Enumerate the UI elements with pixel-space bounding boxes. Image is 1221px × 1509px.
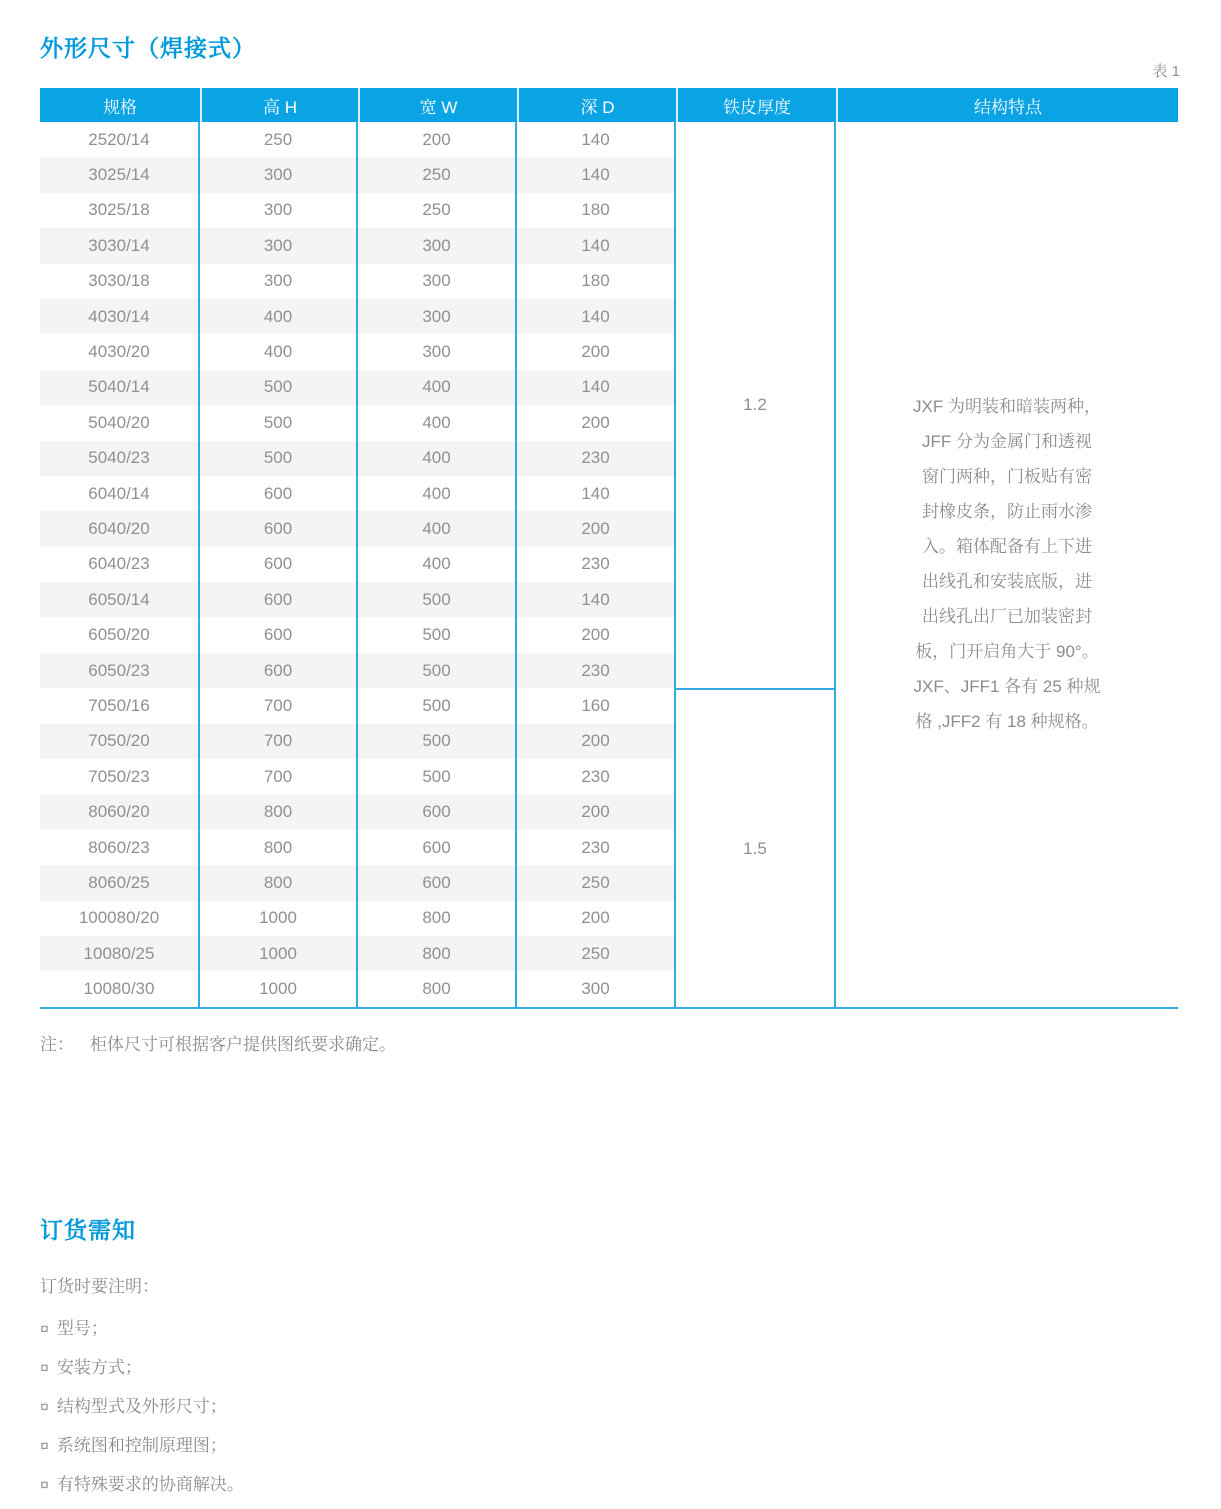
features-line: 出线孔和安装底版，进 — [922, 572, 1092, 592]
value-cell: 230 — [517, 547, 676, 582]
order-item-text: 有特殊要求的协商解决。 — [56, 1475, 244, 1494]
value-cell: 600 — [200, 547, 358, 582]
spec-cell: 2520/14 — [40, 122, 200, 157]
value-cell: 500 — [358, 724, 517, 759]
value-cell: 200 — [517, 617, 676, 652]
order-intro: 订货时要注明： — [40, 1277, 159, 1296]
column-header-1: 规格 — [40, 88, 200, 122]
section-title-dimensions: 外形尺寸（焊接式） — [40, 35, 256, 61]
bullet-icon: ¤ — [40, 1438, 49, 1455]
value-cell: 600 — [358, 830, 517, 865]
spec-cell: 10080/30 — [40, 971, 200, 1006]
value-cell: 250 — [517, 936, 676, 971]
spec-cell: 3025/18 — [40, 193, 200, 228]
value-cell: 300 — [200, 228, 358, 263]
spec-cell: 7050/23 — [40, 759, 200, 794]
spec-cell: 5040/20 — [40, 405, 200, 440]
column-header-2: 高 H — [200, 88, 358, 122]
spec-cell: 5040/14 — [40, 370, 200, 405]
order-item-text: 系统图和控制原理图； — [56, 1436, 227, 1455]
features-line: 入。箱体配备有上下进 — [922, 537, 1092, 557]
spec-cell: 100080/20 — [40, 901, 200, 936]
value-cell: 600 — [200, 582, 358, 617]
value-cell: 300 — [358, 334, 517, 369]
spec-cell: 8060/25 — [40, 865, 200, 900]
spec-cell: 6050/14 — [40, 582, 200, 617]
spec-cell: 6040/14 — [40, 476, 200, 511]
spec-cell: 6040/23 — [40, 547, 200, 582]
column-header-6: 结构特点 — [836, 88, 1178, 122]
order-item — [40, 1474, 1180, 1496]
value-cell: 140 — [517, 370, 676, 405]
table-row — [40, 122, 1178, 157]
value-cell: 500 — [358, 759, 517, 794]
value-cell: 200 — [517, 511, 676, 546]
value-cell: 700 — [200, 724, 358, 759]
spec-cell: 6050/23 — [40, 653, 200, 688]
section-title-order: 订货需知 — [40, 1217, 136, 1243]
bullet-icon: ¤ — [40, 1321, 49, 1338]
value-cell: 200 — [517, 405, 676, 440]
spec-cell: 5040/23 — [40, 441, 200, 476]
value-cell: 800 — [200, 830, 358, 865]
value-cell: 250 — [358, 157, 517, 192]
value-cell: 200 — [517, 724, 676, 759]
spec-cell: 10080/25 — [40, 936, 200, 971]
features-line: 格 ,JFF2 有 18 种规格。 — [915, 712, 1099, 732]
value-cell: 140 — [517, 476, 676, 511]
order-item — [40, 1435, 1180, 1457]
column-header-5: 铁皮厚度 — [676, 88, 836, 122]
value-cell: 1000 — [200, 971, 358, 1006]
features-line: 出线孔出厂已加装密封 — [922, 607, 1092, 627]
features-cell — [836, 122, 1178, 1007]
thickness-cell: 1.2 — [676, 122, 836, 688]
value-cell: 600 — [200, 617, 358, 652]
value-cell: 500 — [200, 405, 358, 440]
spec-cell: 3025/14 — [40, 157, 200, 192]
features-line: 板，门开启角大于 90°。 — [915, 642, 1099, 662]
value-cell: 300 — [358, 228, 517, 263]
value-cell: 400 — [200, 334, 358, 369]
bullet-icon: ¤ — [40, 1477, 49, 1494]
value-cell: 300 — [200, 264, 358, 299]
table-head — [40, 88, 1178, 122]
dimensions-table — [40, 88, 1178, 1009]
value-cell: 500 — [358, 688, 517, 723]
value-cell: 230 — [517, 759, 676, 794]
value-cell: 500 — [200, 441, 358, 476]
value-cell: 1000 — [200, 901, 358, 936]
spec-cell: 6040/20 — [40, 511, 200, 546]
value-cell: 140 — [517, 122, 676, 157]
value-cell: 140 — [517, 582, 676, 617]
bullet-icon: ¤ — [40, 1399, 49, 1416]
value-cell: 250 — [200, 122, 358, 157]
thickness-cell: 1.5 — [676, 688, 836, 1007]
value-cell: 800 — [358, 971, 517, 1006]
spec-cell: 4030/14 — [40, 299, 200, 334]
value-cell: 800 — [358, 936, 517, 971]
column-header-4: 深 D — [517, 88, 676, 122]
value-cell: 800 — [200, 865, 358, 900]
value-cell: 500 — [358, 617, 517, 652]
value-cell: 400 — [358, 441, 517, 476]
value-cell: 300 — [200, 193, 358, 228]
features-line: JFF 分为金属门和透视 — [922, 432, 1092, 452]
order-item — [40, 1396, 1180, 1418]
value-cell: 200 — [517, 901, 676, 936]
value-cell: 140 — [517, 299, 676, 334]
value-cell: 250 — [358, 193, 517, 228]
features-line: JXF 为明装和暗装两种， — [913, 397, 1101, 417]
order-section — [40, 1212, 1180, 1509]
value-cell: 700 — [200, 759, 358, 794]
value-cell: 600 — [358, 794, 517, 829]
note-prefix: 注： — [40, 1035, 74, 1054]
spec-cell: 4030/20 — [40, 334, 200, 369]
value-cell: 500 — [358, 582, 517, 617]
column-header-3: 宽 W — [358, 88, 517, 122]
order-item-text: 安装方式； — [56, 1358, 142, 1377]
features-line: 窗门两种，门板贴有密 — [922, 467, 1092, 487]
order-item-text: 结构型式及外形尺寸； — [56, 1397, 227, 1416]
note-text: 柜体尺寸可根据客户提供图纸要求确定。 — [90, 1035, 396, 1054]
value-cell: 400 — [358, 547, 517, 582]
value-cell: 1000 — [200, 936, 358, 971]
features-line: JXF、JFF1 各有 25 种规 — [913, 677, 1101, 697]
table-body — [40, 122, 1178, 1007]
value-cell: 200 — [517, 334, 676, 369]
value-cell: 600 — [358, 865, 517, 900]
value-cell: 300 — [358, 264, 517, 299]
value-cell: 400 — [200, 299, 358, 334]
spec-cell: 6050/20 — [40, 617, 200, 652]
value-cell: 180 — [517, 264, 676, 299]
value-cell: 800 — [200, 794, 358, 829]
spec-cell: 7050/20 — [40, 724, 200, 759]
value-cell: 300 — [358, 299, 517, 334]
value-cell: 160 — [517, 688, 676, 723]
value-cell: 600 — [200, 511, 358, 546]
value-cell: 300 — [200, 157, 358, 192]
features-line: 封橡皮条，防止雨水渗 — [922, 502, 1092, 522]
order-items — [40, 1318, 1180, 1496]
spec-cell: 8060/23 — [40, 830, 200, 865]
value-cell: 800 — [358, 901, 517, 936]
value-cell: 250 — [517, 865, 676, 900]
value-cell: 300 — [517, 971, 676, 1006]
value-cell: 400 — [358, 370, 517, 405]
order-item — [40, 1357, 1180, 1379]
value-cell: 230 — [517, 441, 676, 476]
bullet-icon: ¤ — [40, 1360, 49, 1377]
spec-cell: 3030/18 — [40, 264, 200, 299]
value-cell: 500 — [200, 370, 358, 405]
value-cell: 230 — [517, 830, 676, 865]
table-header-row — [40, 88, 1178, 122]
value-cell: 600 — [200, 653, 358, 688]
value-cell: 180 — [517, 193, 676, 228]
spec-cell: 7050/16 — [40, 688, 200, 723]
value-cell: 200 — [358, 122, 517, 157]
value-cell: 400 — [358, 476, 517, 511]
spec-cell: 8060/20 — [40, 794, 200, 829]
value-cell: 400 — [358, 511, 517, 546]
value-cell: 140 — [517, 228, 676, 263]
order-item — [40, 1318, 1180, 1340]
table-number-label: 表 1 — [1152, 63, 1180, 80]
value-cell: 500 — [358, 653, 517, 688]
value-cell: 200 — [517, 794, 676, 829]
order-item-text: 型号； — [56, 1319, 108, 1338]
value-cell: 400 — [358, 405, 517, 440]
value-cell: 140 — [517, 157, 676, 192]
table-note — [40, 1030, 396, 1055]
value-cell: 600 — [200, 476, 358, 511]
spec-cell: 3030/14 — [40, 228, 200, 263]
value-cell: 230 — [517, 653, 676, 688]
value-cell: 700 — [200, 688, 358, 723]
